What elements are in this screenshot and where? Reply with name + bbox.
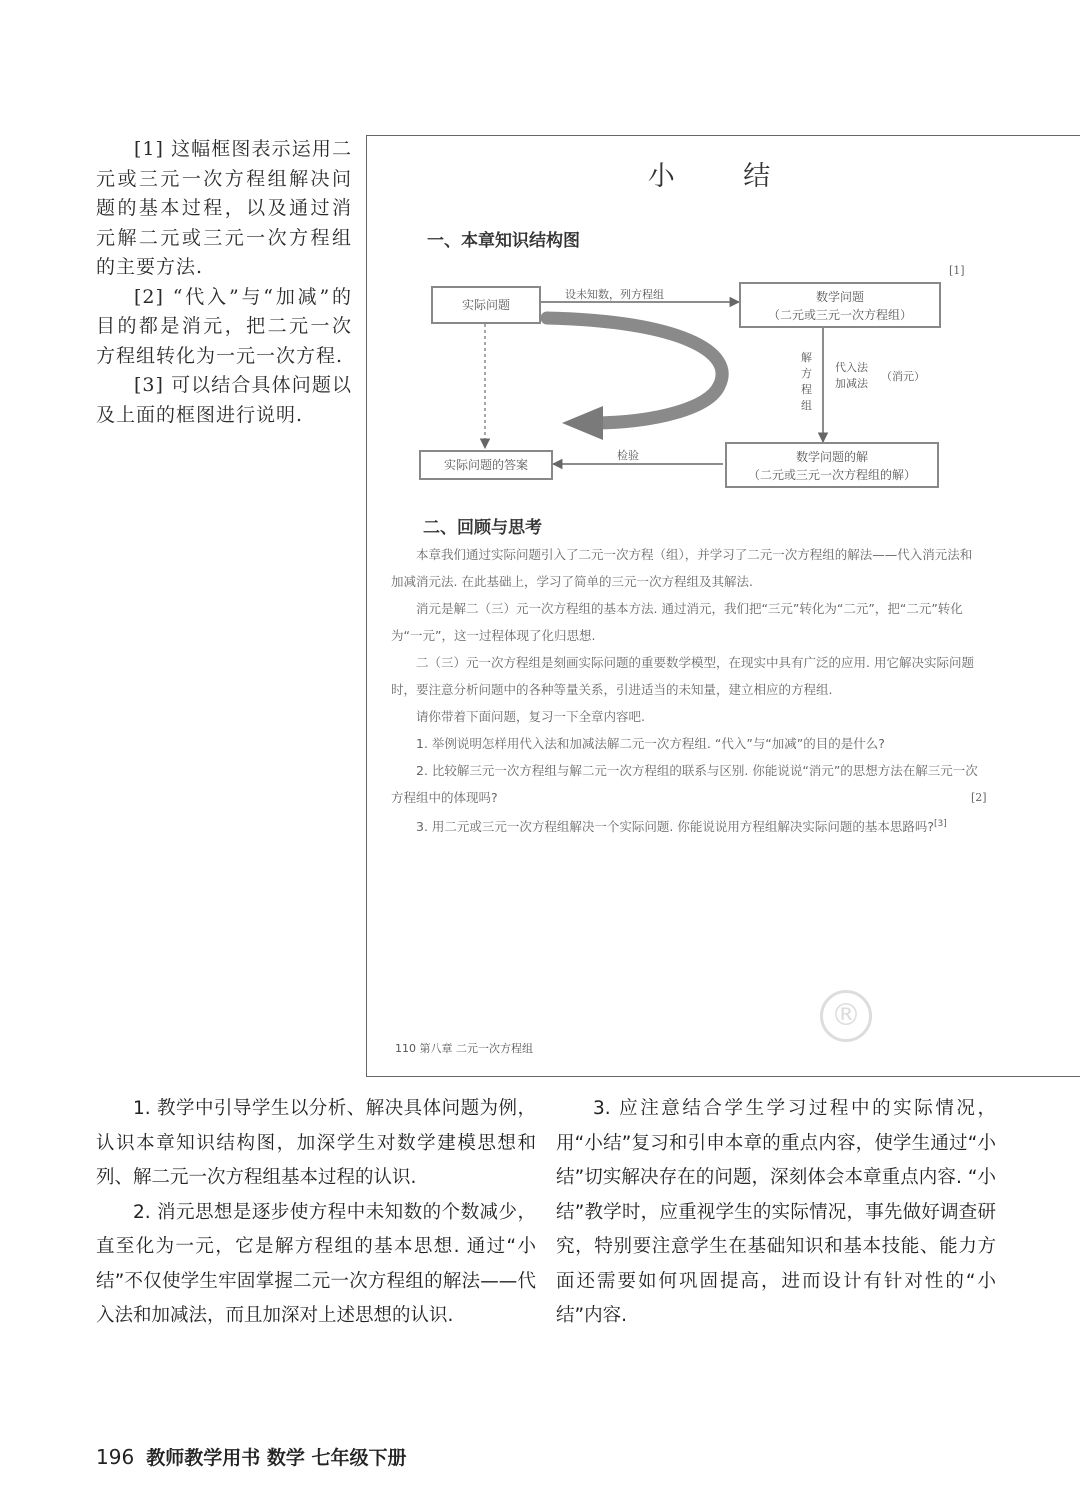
margin-note-3: [3] 可以结合具体问题以及上面的框图进行说明. xyxy=(96,374,352,426)
inset-footer: 110 第八章 二元一次方程组 xyxy=(395,1042,533,1055)
inset-title: 小 结 xyxy=(647,161,801,192)
review-paragraph: 本章我们通过实际问题引入了二元一次方程（组），并学习了二元一次方程组的解法——代入消元法和加减消元法. 在此基础上，学习了简单的三元一次方程组及其解法. xyxy=(391,547,973,589)
box-real-problem-label: 实际问题 xyxy=(461,298,510,312)
review-paragraph: 请你带着下面问题，复习一下全章内容吧. xyxy=(416,709,645,724)
margin-notes xyxy=(96,135,352,430)
review-paragraph: 二（三）元一次方程组是刻画实际问题的重要数学模型，在现实中具有广泛的应用. 用它解决实际问题时，要注意分析问题中的各种等量关系，引进适当的未知量，建立相应的方程组. xyxy=(391,655,974,697)
box-math-solution-l1: 数学问题的解 xyxy=(795,450,868,464)
label-elimination: （消元） xyxy=(881,370,925,383)
review-question-3-text: 3. 用二元或三元一次方程组解决一个实际问题. 你能说说用方程组解决实际问题的基本思路吗? xyxy=(416,819,934,835)
right-column xyxy=(556,1092,996,1334)
curved-arrow xyxy=(547,318,722,423)
box-math-solution-l2: （二元或三元一次方程组的解） xyxy=(747,468,916,482)
page-footer xyxy=(96,1443,406,1470)
box-math-problem-l2: （二元或三元一次方程组） xyxy=(767,308,912,322)
label-method-addition: 加减法 xyxy=(835,377,868,390)
review-question-3 xyxy=(391,811,979,840)
review-question-2: 2. 比较解三元一次方程组与解二元一次方程组的联系与区别. 你能说说“消元”的思想方法在解三元一次方程组中的体现吗? xyxy=(391,763,978,805)
label-set-unknowns: 设未知数，列方程组 xyxy=(565,288,664,301)
ref-marker-2: [2] xyxy=(971,791,987,804)
label-solve-system: 解方程组 xyxy=(801,351,812,412)
box-real-answer-label: 实际问题的答案 xyxy=(443,458,528,472)
watermark-registered-icon: ® xyxy=(820,990,872,1042)
review-paragraph: 消元是解二（三）元一次方程组的基本方法. 通过消元，我们把“三元”转化为“二元”，把“二元”转化为“一元”，这一过程体现了化归思想. xyxy=(391,601,963,643)
section-2-heading: 二、回顾与思考 xyxy=(423,518,542,538)
box-math-problem-l1: 数学问题 xyxy=(815,290,864,304)
section-1-heading: 一、本章知识结构图 xyxy=(427,231,580,251)
ref-marker-3: [3] xyxy=(933,819,947,829)
teaching-point-3: 3. 应注意结合学生学习过程中的实际情况，用“小结”复习和引申本章的重点内容，使学生通过“小结”切实解决存在的问题，深刻体会本章重点内容. “小结”教学时，应重视学生的实际情况，事先做好调查研究，特别要注意学生在基础知识和基本技能、能力方面还需要如何巩固提高，进而设计有针对性的“小结”内容. xyxy=(556,1098,996,1326)
margin-note-2: [2] “代入”与“加减”的目的都是消元，把二元一次方程组转化为一元一次方程. xyxy=(96,285,352,367)
curved-arrow-head xyxy=(562,406,603,440)
label-method-substitution: 代入法 xyxy=(835,361,868,374)
page-number: 196 xyxy=(96,1445,135,1469)
box-math-solution xyxy=(725,442,939,488)
teaching-point-1: 1. 教学中引导学生以分析、解决具体问题为例，认识本章知识结构图，加深学生对数学建模思想和列、解二元一次方程组基本过程的认识. xyxy=(96,1098,536,1188)
box-real-answer xyxy=(419,450,553,480)
label-methods xyxy=(835,360,868,392)
book-title: 教师教学用书 数学 七年级下册 xyxy=(146,1447,407,1469)
review-question-1: 1. 举例说明怎样用代入法和加减法解二元一次方程组. “代入”与“加减”的目的是什么? xyxy=(416,736,885,751)
textbook-page-inset xyxy=(366,135,1080,1077)
box-real-problem xyxy=(431,286,541,324)
label-check: 检验 xyxy=(617,449,639,462)
box-math-problem xyxy=(739,282,941,328)
teaching-point-2: 2. 消元思想是逐步使方程中未知数的个数减少，直至化为一元，它是解方程组的基本思想. 通过“小结”不仅使学生牢固掌握二元一次方程组的解法——代入法和加减法，而且加深对上述思想的认识. xyxy=(96,1201,536,1326)
margin-note-1: [1] 这幅框图表示运用二元或三元一次方程组解决问题的基本过程，以及通过消元解二元或三元一次方程组的主要方法. xyxy=(96,138,352,278)
left-column xyxy=(96,1092,536,1334)
review-text xyxy=(391,541,979,840)
ref-marker-1: [1] xyxy=(949,264,965,277)
